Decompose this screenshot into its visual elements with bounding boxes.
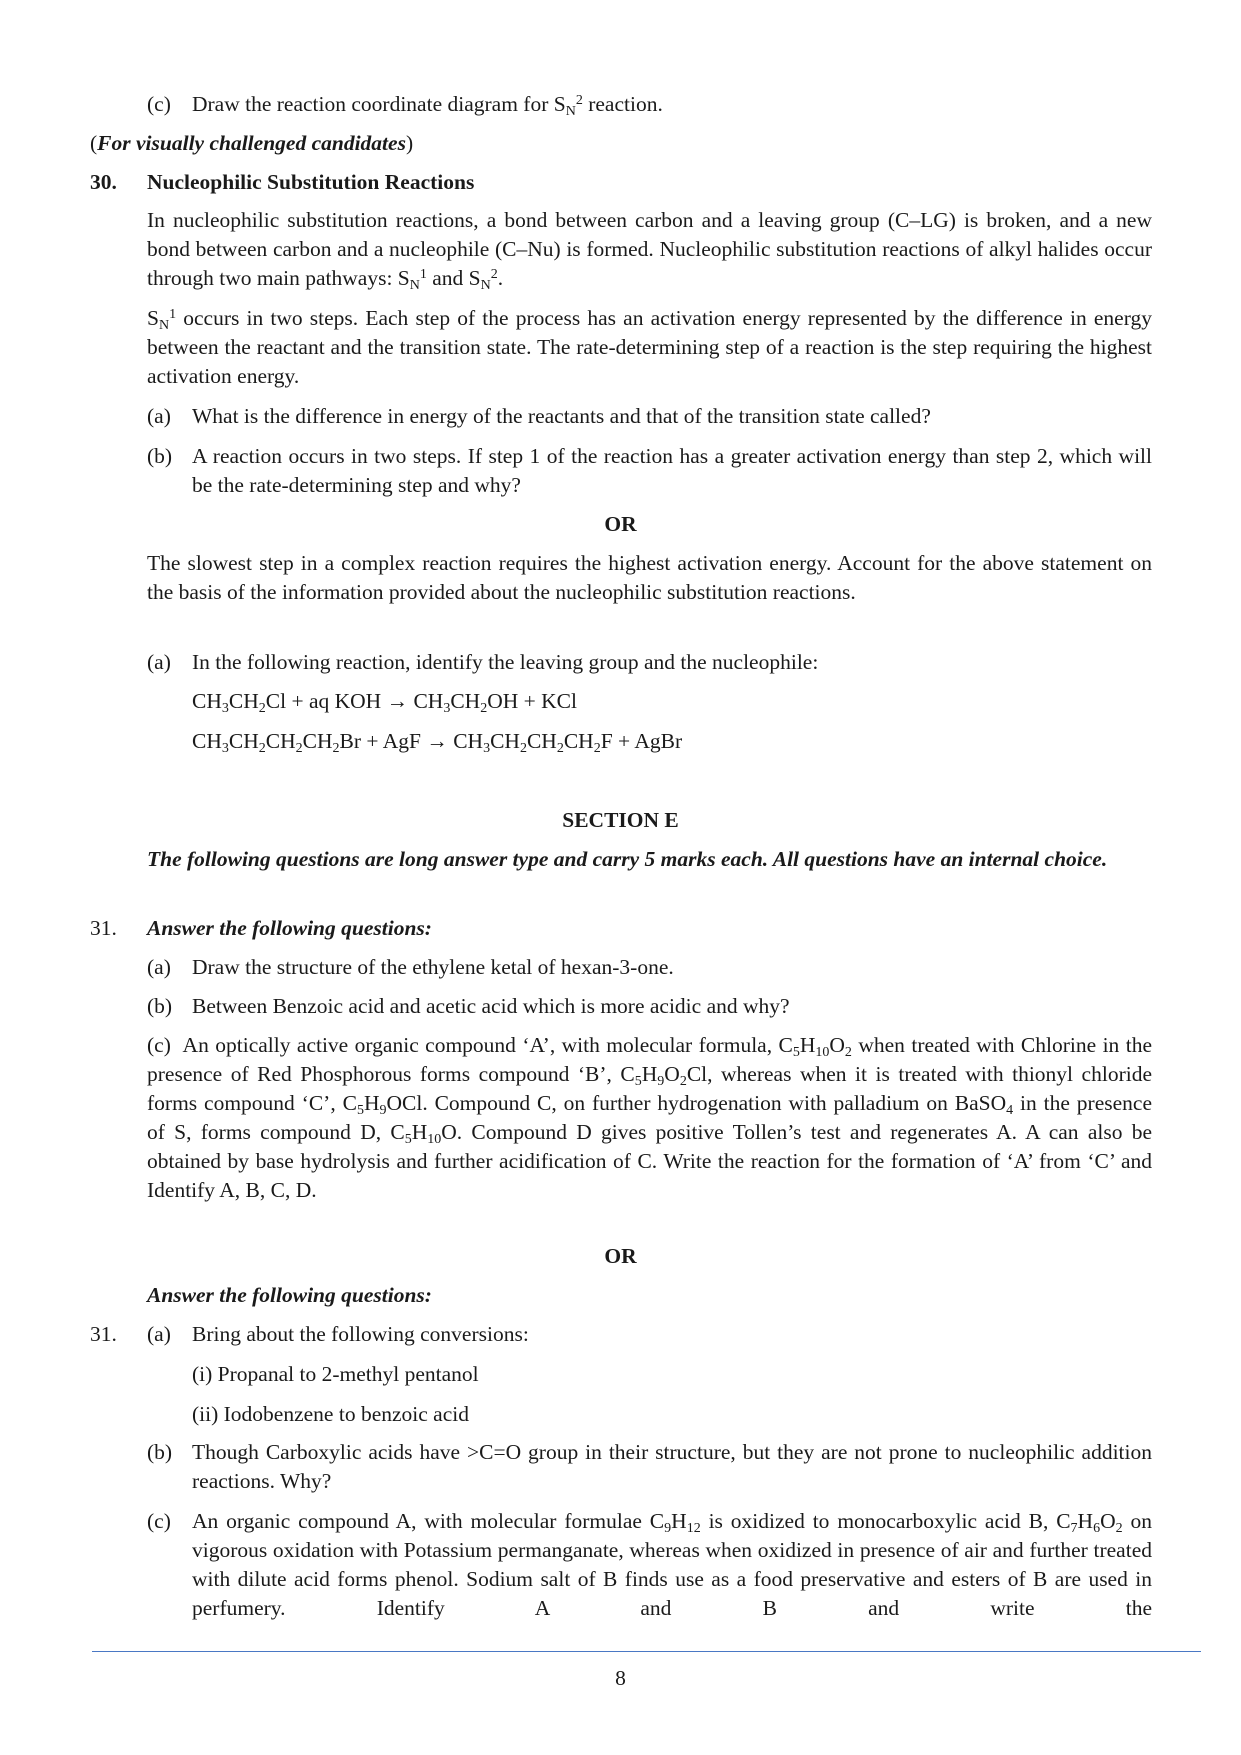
- visually-challenged-note: (For visually challenged candidates): [90, 131, 414, 155]
- q30-number: 30.: [90, 170, 117, 194]
- q31-alt-a-ii: (ii) Iodobenzene to benzoic acid: [192, 1402, 469, 1426]
- section-e-instructions: The following questions are long answer type and carry 5 marks each. All questions have an internal choice.: [147, 847, 1108, 871]
- section-e-title: SECTION E: [562, 808, 679, 832]
- q30-or-paragraph: The slowest step in a complex reaction requires the highest activation energy. Account for the above statement on the basis of the information provided about the nucleophilic substitution reactions.: [147, 551, 1152, 604]
- q31-alt-a-i: (i) Propanal to 2-methyl pentanol: [192, 1362, 479, 1386]
- q29c-label: (c): [147, 92, 171, 116]
- q31c-label: (c): [147, 1033, 171, 1057]
- q30-or-a-label: (a): [147, 650, 171, 674]
- q31-alt-c-text: An organic compound A, with molecular formulae $C_9H_{12}$ is oxidized to monocarboxylic acid B, $C_7H_6O_2$ on vigorous oxidation with Potassium permanganate, whereas when oxidized in presence of air and further treated with dilute acid forms phenol. Sodium salt of B finds use as a food preservative and esters of B are used in perfumery. Identify A and B and write the: [192, 1509, 1152, 1620]
- q30-title: Nucleophilic Substitution Reactions: [147, 170, 475, 194]
- q31b-label: (b): [147, 994, 173, 1018]
- q30b-label: (b): [147, 444, 173, 468]
- q30-or-a-text: In the following reaction, identify the leaving group and the nucleophile:: [192, 650, 819, 674]
- q31-alt-a-text: Bring about the following conversions:: [192, 1322, 529, 1346]
- q31-alt-b-text: Though Carboxylic acids have >C=O group in their structure, but they are not prone to nucleophilic addition reactions. Why?: [192, 1440, 1152, 1493]
- q30a-label: (a): [147, 404, 171, 428]
- q31-alt-number: 31.: [90, 1322, 117, 1346]
- q31c-text: (c) An optically active organic compound ‘A’, with molecular formula, $C_5H_{10}O_2$ when treated with Chlorine in the presence of Red Phosphorous forms compound ‘B’, $C_5H_9O_2Cl$, whereas when it is treated with thionyl chloride forms compound ‘C’, $C_5H_9OCl$. Compound C, on further hydrogenation with palladium on BaSO$_4$ in the presence of S, forms compound D, $C_5H_{10}O$. Compound D gives positive Tollen’s test and regenerates A. A can also be obtained by base hydrolysis and further acidification of C. Write the reaction for the formation of ‘A’ from ‘C’ and Identify A, B, C, D.: [147, 1033, 1152, 1202]
- q31b-text: Between Benzoic acid and acetic acid which is more acidic and why?: [192, 994, 790, 1018]
- q31-or: OR: [604, 1244, 637, 1268]
- reaction-arrow-icon: →: [426, 729, 448, 753]
- q31-alt-a-label: (a): [147, 1322, 171, 1346]
- footer-divider: [92, 1651, 1201, 1652]
- reaction-arrow-icon: →: [386, 689, 409, 713]
- q31-alt-b-label: (b): [147, 1440, 173, 1464]
- q31-heading: Answer the following questions:: [147, 916, 432, 940]
- q31-alt-c-label: (c): [147, 1509, 171, 1533]
- q30a-text: What is the difference in energy of the reactants and that of the transition state called?: [192, 404, 931, 428]
- q31a-label: (a): [147, 955, 171, 979]
- q31a-text: Draw the structure of the ethylene ketal of hexan-3-one.: [192, 955, 674, 979]
- q30b-text: A reaction occurs in two steps. If step 1 of the reaction has a greater activation energy than step 2, which will be the rate-determining step and why?: [192, 444, 1152, 497]
- equation-1: $CH_3CH_2Cl$ + aq KOH → $CH_3CH_2OH$ + KCl: [192, 689, 577, 716]
- q30-paragraph-2: $S_N^1$ occurs in two steps. Each step of the process has an activation energy represented by the difference in energy between the reactant and the transition state. The rate-determining step of a reaction is the step requiring the highest activation energy.: [147, 306, 1152, 388]
- equation-2: $CH_3CH_2CH_2CH_2Br$ + AgF → $CH_3CH_2CH_2CH_2F$ + AgBr: [192, 729, 683, 756]
- q30-or: OR: [604, 512, 637, 536]
- q29c-text: Draw the reaction coordinate diagram for $S_N^2$ reaction.: [192, 92, 663, 119]
- q31-alt-heading: Answer the following questions:: [147, 1283, 432, 1307]
- q30-paragraph-1: In nucleophilic substitution reactions, a bond between carbon and a leaving group (C–LG) is broken, and a new bond between carbon and a nucleophile (C–Nu) is formed. Nucleophilic substitution reactions of alkyl halides occur through two main pathways: $S_N^1$ and $S_N^2$.: [147, 208, 1152, 293]
- q31-number: 31.: [90, 916, 117, 940]
- page-number: 8: [615, 1666, 626, 1690]
